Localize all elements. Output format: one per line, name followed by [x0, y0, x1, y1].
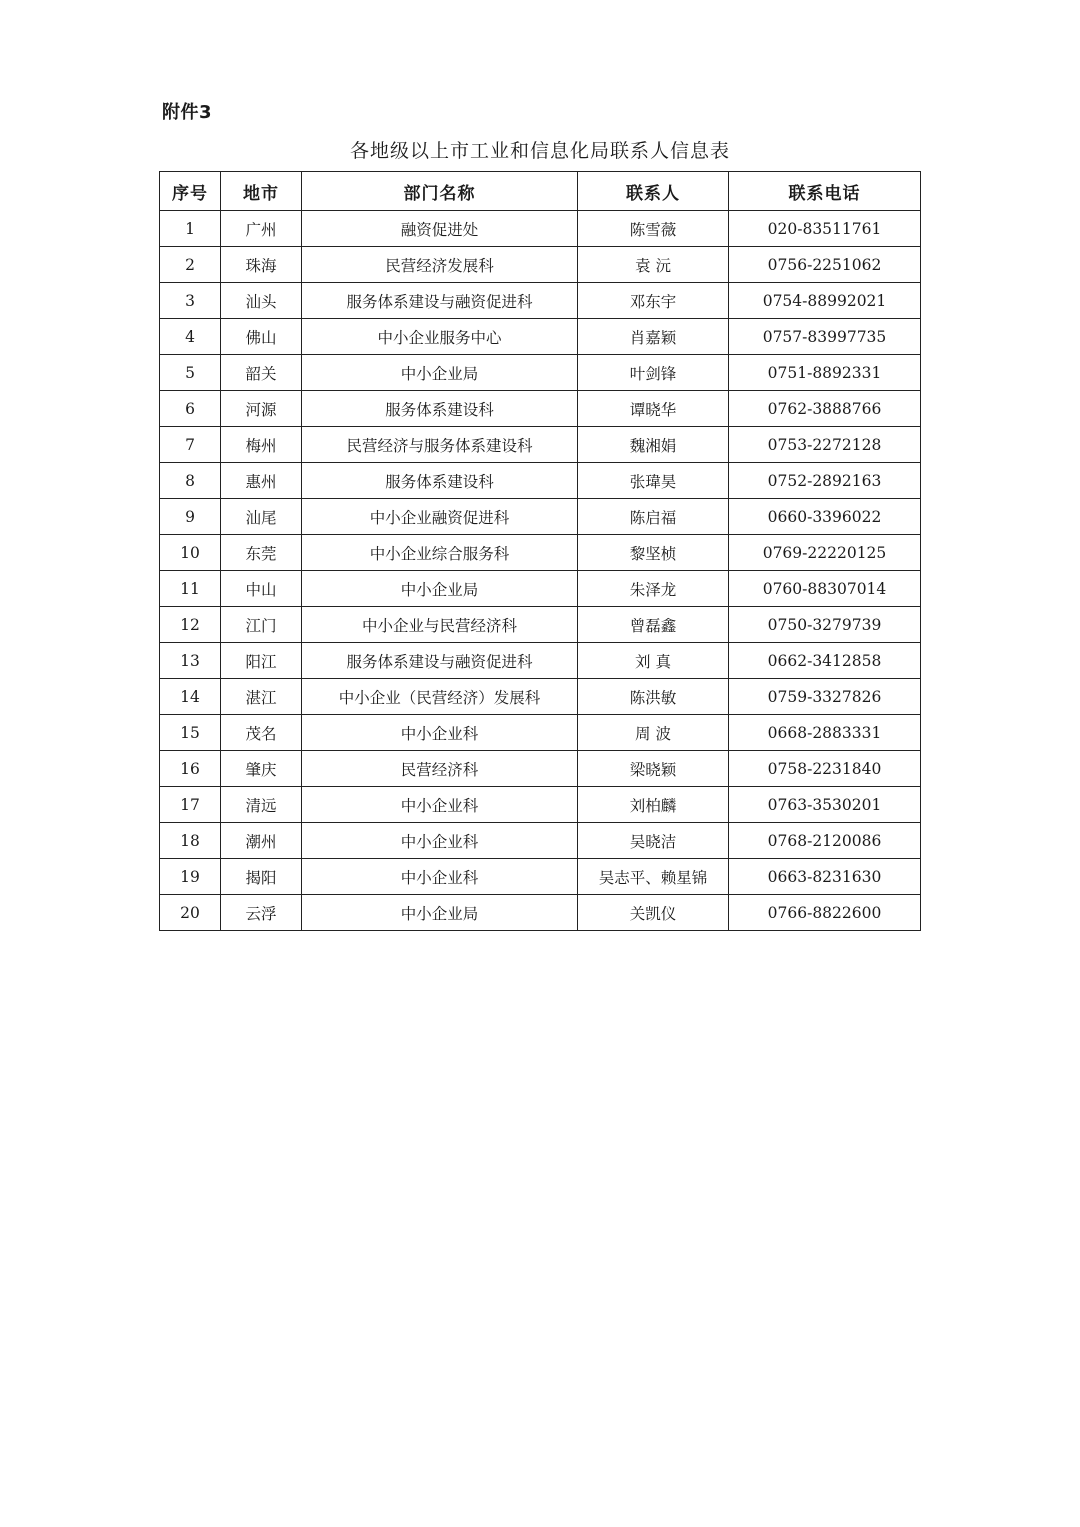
cell-no: 7 [160, 427, 221, 463]
cell-contact-person: 曾磊鑫 [578, 607, 729, 643]
cell-phone: 0752-2892163 [729, 463, 921, 499]
header-city: 地市 [221, 172, 302, 211]
cell-contact-person: 刘柏麟 [578, 787, 729, 823]
table-row [160, 751, 921, 787]
cell-phone: 0668-2883331 [729, 715, 921, 751]
cell-no: 2 [160, 247, 221, 283]
cell-phone: 0766-8822600 [729, 895, 921, 931]
cell-phone: 0754-88992021 [729, 283, 921, 319]
cell-department: 中小企业与民营经济科 [302, 607, 578, 643]
cell-no: 5 [160, 355, 221, 391]
cell-department: 民营经济发展科 [302, 247, 578, 283]
cell-city: 揭阳 [221, 859, 302, 895]
cell-department: 中小企业科 [302, 715, 578, 751]
contact-table [159, 171, 921, 931]
cell-no: 14 [160, 679, 221, 715]
cell-department: 服务体系建设与融资促进科 [302, 283, 578, 319]
cell-phone: 020-83511761 [729, 211, 921, 247]
cell-department: 中小企业（民营经济）发展科 [302, 679, 578, 715]
cell-city: 汕头 [221, 283, 302, 319]
table-row [160, 787, 921, 823]
cell-city: 湛江 [221, 679, 302, 715]
table-row [160, 607, 921, 643]
cell-city: 韶关 [221, 355, 302, 391]
table-row [160, 463, 921, 499]
cell-contact-person: 刘 真 [578, 643, 729, 679]
cell-department: 服务体系建设与融资促进科 [302, 643, 578, 679]
cell-phone: 0663-8231630 [729, 859, 921, 895]
cell-contact-person: 陈雪薇 [578, 211, 729, 247]
cell-phone: 0759-3327826 [729, 679, 921, 715]
cell-department: 中小企业服务中心 [302, 319, 578, 355]
cell-phone: 0750-3279739 [729, 607, 921, 643]
cell-phone: 0763-3530201 [729, 787, 921, 823]
cell-department: 融资促进处 [302, 211, 578, 247]
cell-department: 中小企业局 [302, 355, 578, 391]
cell-no: 13 [160, 643, 221, 679]
table-header-row [160, 172, 921, 211]
cell-department: 中小企业局 [302, 571, 578, 607]
cell-contact-person: 肖嘉颖 [578, 319, 729, 355]
cell-contact-person: 吴志平、赖星锦 [578, 859, 729, 895]
cell-phone: 0751-8892331 [729, 355, 921, 391]
cell-contact-person: 关凯仪 [578, 895, 729, 931]
cell-department: 民营经济科 [302, 751, 578, 787]
table-row [160, 895, 921, 931]
cell-contact-person: 朱泽龙 [578, 571, 729, 607]
cell-department: 服务体系建设科 [302, 463, 578, 499]
cell-no: 19 [160, 859, 221, 895]
cell-no: 17 [160, 787, 221, 823]
cell-phone: 0757-83997735 [729, 319, 921, 355]
cell-city: 河源 [221, 391, 302, 427]
cell-department: 服务体系建设科 [302, 391, 578, 427]
table-row [160, 859, 921, 895]
table-row [160, 823, 921, 859]
cell-city: 阳江 [221, 643, 302, 679]
cell-contact-person: 周 波 [578, 715, 729, 751]
cell-phone: 0756-2251062 [729, 247, 921, 283]
cell-city: 汕尾 [221, 499, 302, 535]
cell-contact-person: 梁晓颖 [578, 751, 729, 787]
cell-contact-person: 袁 沅 [578, 247, 729, 283]
cell-city: 茂名 [221, 715, 302, 751]
table-row [160, 499, 921, 535]
cell-contact-person: 谭晓华 [578, 391, 729, 427]
cell-no: 4 [160, 319, 221, 355]
cell-no: 6 [160, 391, 221, 427]
table-row [160, 247, 921, 283]
cell-no: 12 [160, 607, 221, 643]
cell-phone: 0760-88307014 [729, 571, 921, 607]
cell-contact-person: 陈启福 [578, 499, 729, 535]
table-row [160, 535, 921, 571]
cell-department: 中小企业融资促进科 [302, 499, 578, 535]
cell-no: 15 [160, 715, 221, 751]
table-row [160, 283, 921, 319]
header-phone: 联系电话 [729, 172, 921, 211]
cell-contact-person: 邓东宇 [578, 283, 729, 319]
cell-no: 9 [160, 499, 221, 535]
cell-contact-person: 叶剑锋 [578, 355, 729, 391]
cell-phone: 0662-3412858 [729, 643, 921, 679]
header-department: 部门名称 [302, 172, 578, 211]
table-row [160, 427, 921, 463]
cell-city: 江门 [221, 607, 302, 643]
cell-city: 云浮 [221, 895, 302, 931]
cell-phone: 0753-2272128 [729, 427, 921, 463]
cell-city: 广州 [221, 211, 302, 247]
cell-city: 肇庆 [221, 751, 302, 787]
document-title: 各地级以上市工业和信息化局联系人信息表 [349, 140, 730, 162]
cell-phone: 0758-2231840 [729, 751, 921, 787]
cell-contact-person: 陈洪敏 [578, 679, 729, 715]
cell-city: 东莞 [221, 535, 302, 571]
cell-city: 清远 [221, 787, 302, 823]
table-row [160, 211, 921, 247]
cell-no: 8 [160, 463, 221, 499]
cell-department: 中小企业科 [302, 823, 578, 859]
table-row [160, 715, 921, 751]
table-row [160, 679, 921, 715]
cell-no: 18 [160, 823, 221, 859]
attachment-label: 附件3 [162, 102, 213, 123]
cell-city: 珠海 [221, 247, 302, 283]
cell-phone: 0768-2120086 [729, 823, 921, 859]
cell-contact-person: 黎坚桢 [578, 535, 729, 571]
cell-contact-person: 魏湘娟 [578, 427, 729, 463]
cell-department: 中小企业局 [302, 895, 578, 931]
cell-contact-person: 张瑋昊 [578, 463, 729, 499]
cell-department: 中小企业综合服务科 [302, 535, 578, 571]
cell-city: 梅州 [221, 427, 302, 463]
cell-no: 1 [160, 211, 221, 247]
header-no: 序号 [160, 172, 221, 211]
header-contact-person: 联系人 [578, 172, 729, 211]
cell-phone: 0762-3888766 [729, 391, 921, 427]
table-row [160, 319, 921, 355]
table-row [160, 643, 921, 679]
cell-no: 3 [160, 283, 221, 319]
cell-phone: 0769-22220125 [729, 535, 921, 571]
cell-city: 中山 [221, 571, 302, 607]
cell-no: 11 [160, 571, 221, 607]
cell-no: 20 [160, 895, 221, 931]
cell-city: 潮州 [221, 823, 302, 859]
cell-department: 民营经济与服务体系建设科 [302, 427, 578, 463]
cell-department: 中小企业科 [302, 787, 578, 823]
cell-no: 16 [160, 751, 221, 787]
cell-phone: 0660-3396022 [729, 499, 921, 535]
cell-department: 中小企业科 [302, 859, 578, 895]
table-row [160, 355, 921, 391]
cell-city: 惠州 [221, 463, 302, 499]
table-row [160, 391, 921, 427]
table-row [160, 571, 921, 607]
cell-city: 佛山 [221, 319, 302, 355]
cell-no: 10 [160, 535, 221, 571]
cell-contact-person: 吴晓洁 [578, 823, 729, 859]
